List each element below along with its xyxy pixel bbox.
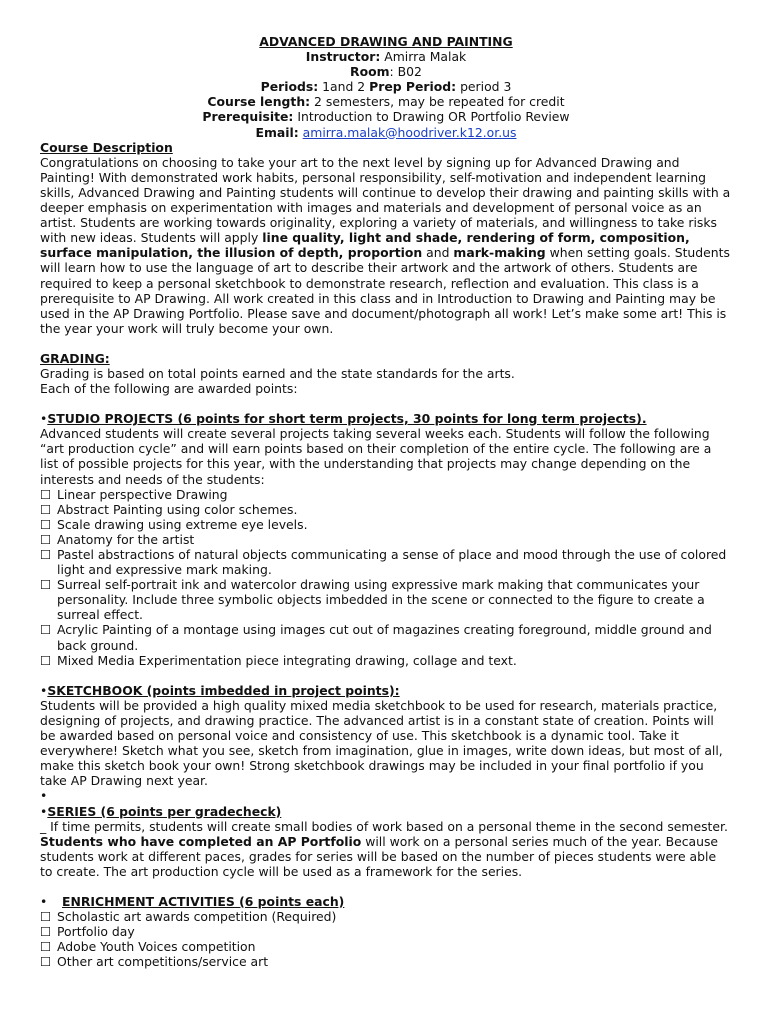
studio-projects-intro: Advanced students will create several projects taking several weeks each. Students will follow the following “art production cycle” and will earn points based on their completion of the entire cycle. The following are a list of possible projects for this year, with the understanding that projects may change depending on the interests and needs of the students:: [40, 426, 712, 487]
checkbox-icon: ☐: [40, 954, 52, 970]
enrichment-list-item: [40, 909, 732, 924]
checkbox-icon: ☐: [40, 577, 52, 593]
list-item-text: Portfolio day: [57, 924, 135, 940]
checkbox-icon: ☐: [40, 516, 52, 532]
course-description-body: Congratulations on choosing to take your art to the next level by signing up for Advanced Drawing and Painting! With demonstrated work habits, personal responsibility, self-motivation and independent learning skills, Advanced Drawing and Painting students will continue to develop their drawing and painting skills with a deeper emphasis on experimentation with images and materials and development of personal voice as an artist. Students are working towards originality, exploring a variety of materials, and willingness to take risks with new ideas. Students will apply line quality, light and shade, rendering of form, composition, surface manipulation, the illusion of depth, proportion and mark-making when setting goals. Students will learn how to use the language of art to describe their artwork and the artwork of others. Students are required to keep a personal sketchbook to demonstrate research, reflection and evaluation. This class is a prerequisite to AP Drawing. All work created in this class and in Introduction to Drawing and Painting may be used in the AP Drawing Portfolio. Please save and document/photograph all work! Let’s make some art! This is the year your work will truly become your own.: [40, 154, 731, 336]
enrichment-list-item: [40, 924, 732, 939]
checkbox-icon: ☐: [40, 909, 52, 925]
prerequisite: Introduction to Drawing OR Portfolio Review: [297, 109, 570, 125]
enrichment-section: • ENRICHMENT ACTIVITIES (6 points each) ☐ Scholastic art awards competition (Required) ☐ Portfolio day ☐ Adobe Youth Voices competition ☐ Other art competitions/service art: [40, 894, 732, 969]
room-number: B02: [397, 64, 422, 80]
list-item-text: Surreal self-portrait ink and watercolor drawing using expressive mark making that communicates your personality. Include three symbolic objects imbedded in the scene or connected to the figure to create a surreal effect.: [57, 577, 705, 623]
checkbox-icon: ☐: [40, 531, 52, 547]
list-item-text: Scale drawing using extreme eye levels.: [57, 516, 308, 532]
series-body: _ If time permits, students will create small bodies of work based on a personal theme in the second semester. Students who have completed an AP Portfolio will work on a personal series much of the year. Because students work at different paces, grades for series will be based on the number of pieces students were able to create. The art production cycle will be used as a framework for the series.: [40, 818, 728, 879]
checkbox-icon: ☐: [40, 486, 52, 502]
list-item-text: Linear perspective Drawing: [57, 486, 228, 502]
course-description: [40, 140, 732, 336]
course-length: 2 semesters, may be repeated for credit: [314, 94, 565, 110]
prep-period: period 3: [460, 79, 512, 95]
list-item-text: Pastel abstractions of natural objects communicating a sense of place and mood through the use of colored light and expressive mark making.: [57, 547, 727, 578]
list-item-text: Abstract Painting using color schemes.: [57, 501, 298, 517]
project-list-item: [40, 517, 732, 532]
project-list-item: [40, 577, 732, 622]
periods: 1and 2: [322, 79, 366, 95]
enrichment-list-item: [40, 939, 732, 954]
studio-projects-list: [40, 487, 732, 668]
grading-section: GRADING: Grading is based on total points earned and the state standards for the arts. Each of the following are awarded points:: [40, 350, 515, 397]
studio-projects-heading: STUDIO PROJECTS (6 points for short term projects, 30 points for long term projects).: [47, 411, 647, 427]
studio-projects-section: •STUDIO PROJECTS (6 points for short term projects, 30 points for long term projects). Advanced students will create several projects taking several weeks each. Students will follow the following “art production cycle” and will earn points based on their completion of the entire cycle. The following are a list of possible projects for this year, with the understanding that projects may change depending on the interests and needs of the students: ☐ Linear perspective Drawing ☐ Abstract Painting using color schemes. ☐ Scale drawing using extreme eye levels. ☐ Anatomy for the artist ☐ Pastel abstractions of natural objects communicating a sense of place and mood through the use of colored light and expressive mark making. ☐ Surreal self-portrait ink and watercolor drawing using expressive mark making that communicates your personality. Include three symbolic objects imbedded in the scene or connected to the figure to create a surreal effect. ☐ Acrylic Painting of a montage using images cut out of magazines creating foreground, middle ground and back ground. ☐ Mixed Media Experimentation piece integrating drawing, collage and text.: [40, 411, 732, 668]
sketchbook-body: Students will be provided a high quality mixed media sketchbook to be used for research, materials practice, designing of projects, and drawing practice. The advanced artist is in a constant state of creation. Points will be awarded based on personal voice and consistency of use. This sketchbook is a dynamic tool. Take it everywhere! Sketch what you see, sketch from imagination, glue in images, write down ideas, but most of all, make this sketch book your own! Strong sketchbook drawings may be included in your final portfolio if you take AP Drawing next year.: [40, 697, 723, 789]
list-item-text: Anatomy for the artist: [57, 531, 195, 547]
enrichment-list-item: [40, 954, 732, 969]
checkbox-icon: ☐: [40, 547, 52, 562]
project-list-item: [40, 622, 732, 652]
project-list-item: [40, 532, 732, 547]
list-item-text: Mixed Media Experimentation piece integrating drawing, collage and text.: [57, 652, 517, 668]
list-item-text: Other art competitions/service art: [57, 954, 269, 970]
email-link[interactable]: amirra.malak@hoodriver.k12.or.us: [302, 124, 517, 140]
instructor-name: Amirra Malak: [384, 49, 467, 65]
project-list-item: [40, 547, 732, 577]
sketchbook-heading: SKETCHBOOK (points imbedded in project points):: [47, 682, 400, 698]
empty-bullet: •: [40, 788, 48, 804]
list-item-text: Acrylic Painting of a montage using images cut out of magazines creating foreground, middle ground and back ground.: [57, 622, 712, 653]
checkbox-icon: ☐: [40, 652, 52, 668]
checkbox-icon: ☐: [40, 501, 52, 517]
project-list-item: [40, 502, 732, 517]
series-heading: SERIES (6 points per gradecheck): [47, 803, 282, 819]
project-list-item: [40, 487, 732, 502]
grading-heading: GRADING:: [40, 350, 110, 366]
checkbox-icon: ☐: [40, 939, 52, 955]
course-title: ADVANCED DRAWING AND PAINTING: [259, 34, 513, 49]
document-page: [40, 34, 732, 969]
course-description-heading: Course Description: [40, 139, 173, 155]
sketchbook-section: •SKETCHBOOK (points imbedded in project points): Students will be provided a high quality mixed media sketchbook to be used for research, materials practice, designing of projects, and drawing practice. The advanced artist is in a constant state of creation. Points will be awarded based on personal voice and consistency of use. This sketchbook is a dynamic tool. Take it everywhere! Sketch what you see, sketch from imagination, glue in images, write down ideas, but most of all, make this sketch book your own! Strong sketchbook drawings may be included in your final portfolio if you take AP Drawing next year. •: [40, 683, 732, 804]
checkbox-icon: ☐: [40, 622, 52, 638]
project-list-item: [40, 653, 732, 668]
series-section: •SERIES (6 points per gradecheck) _ If time permits, students will create small bodies of work based on a personal theme in the second semester. Students who have completed an AP Portfolio will work on a personal series much of the year. Because students work at different paces, grades for series will be based on the number of pieces students were able to create. The art production cycle will be used as a framework for the series.: [40, 804, 732, 879]
list-item-text: Adobe Youth Voices competition: [57, 939, 256, 955]
course-header: ADVANCED DRAWING AND PAINTING Instructor: Amirra Malak Room: B02 Periods: 1and 2 Prep Period: period 3 Course length: 2 semesters, may be repeated for credit Prerequisite: Introduction to Drawing OR Portfolio Review Email: amirra.malak@hoodriver.k12.or.us: [202, 34, 570, 140]
enrichment-heading: ENRICHMENT ACTIVITIES (6 points each): [62, 893, 345, 909]
checkbox-icon: ☐: [40, 924, 52, 940]
enrichment-list: [40, 909, 732, 969]
list-item-text: Scholastic art awards competition (Required): [57, 909, 337, 925]
